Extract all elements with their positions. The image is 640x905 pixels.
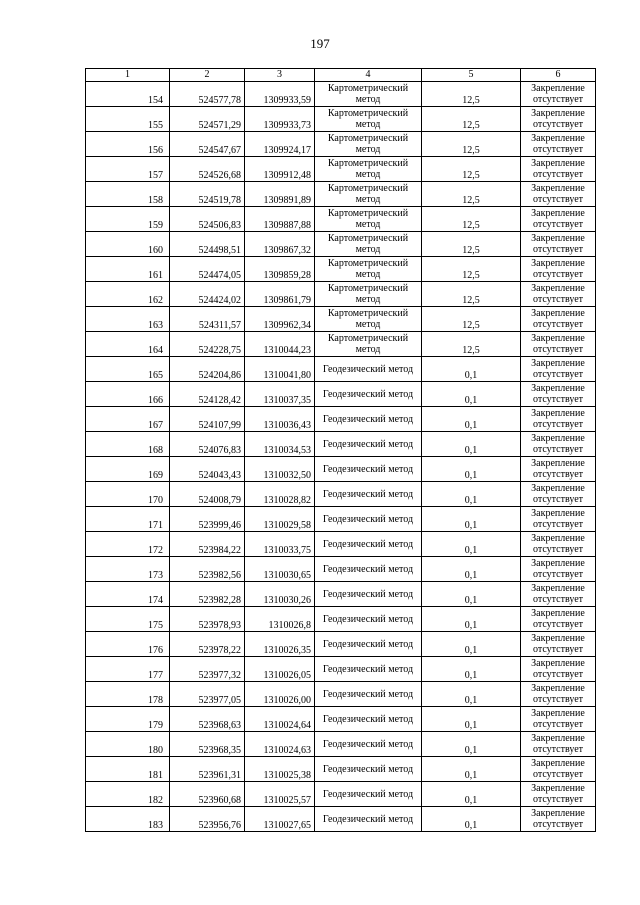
fixation-cell: Закрепление отсутствует <box>521 207 596 232</box>
point-number-cell: 161 <box>86 257 170 282</box>
point-number-cell: 183 <box>86 807 170 832</box>
point-number-cell: 171 <box>86 507 170 532</box>
fixation-cell: Закрепление отсутствует <box>521 157 596 182</box>
method-cell: Картометрический метод <box>315 282 422 307</box>
point-number-cell: 155 <box>86 107 170 132</box>
method-cell: Геодезический метод <box>315 582 422 607</box>
y-coordinate-cell: 1309861,79 <box>245 282 315 307</box>
accuracy-cell: 0,1 <box>422 482 521 507</box>
method-cell: Картометрический метод <box>315 107 422 132</box>
x-coordinate-cell: 524424,02 <box>170 282 245 307</box>
table-row <box>86 332 596 357</box>
x-coordinate-cell: 524311,57 <box>170 307 245 332</box>
accuracy-cell: 12,5 <box>422 232 521 257</box>
y-coordinate-cell: 1310028,82 <box>245 482 315 507</box>
accuracy-cell: 0,1 <box>422 807 521 832</box>
x-coordinate-cell: 524571,29 <box>170 107 245 132</box>
method-cell: Картометрический метод <box>315 257 422 282</box>
table-row <box>86 182 596 207</box>
accuracy-cell: 0,1 <box>422 657 521 682</box>
y-coordinate-cell: 1310033,75 <box>245 532 315 557</box>
method-cell: Геодезический метод <box>315 432 422 457</box>
table-row <box>86 232 596 257</box>
accuracy-cell: 12,5 <box>422 157 521 182</box>
accuracy-cell: 0,1 <box>422 607 521 632</box>
column-header: 5 <box>422 69 521 82</box>
y-coordinate-cell: 1309891,89 <box>245 182 315 207</box>
method-cell: Картометрический метод <box>315 232 422 257</box>
fixation-cell: Закрепление отсутствует <box>521 382 596 407</box>
method-cell: Геодезический метод <box>315 632 422 657</box>
method-cell: Геодезический метод <box>315 357 422 382</box>
y-coordinate-cell: 1310034,53 <box>245 432 315 457</box>
fixation-cell: Закрепление отсутствует <box>521 632 596 657</box>
fixation-cell: Закрепление отсутствует <box>521 282 596 307</box>
table-row <box>86 257 596 282</box>
y-coordinate-cell: 1309867,32 <box>245 232 315 257</box>
method-cell: Геодезический метод <box>315 607 422 632</box>
point-number-cell: 165 <box>86 357 170 382</box>
x-coordinate-cell: 523982,56 <box>170 557 245 582</box>
method-cell: Геодезический метод <box>315 757 422 782</box>
x-coordinate-cell: 524076,83 <box>170 432 245 457</box>
x-coordinate-cell: 523968,35 <box>170 732 245 757</box>
x-coordinate-cell: 524498,51 <box>170 232 245 257</box>
x-coordinate-cell: 523999,46 <box>170 507 245 532</box>
point-number-cell: 179 <box>86 707 170 732</box>
table-row <box>86 532 596 557</box>
fixation-cell: Закрепление отсутствует <box>521 357 596 382</box>
column-header: 6 <box>521 69 596 82</box>
accuracy-cell: 12,5 <box>422 257 521 282</box>
accuracy-cell: 0,1 <box>422 457 521 482</box>
point-number-cell: 170 <box>86 482 170 507</box>
accuracy-cell: 0,1 <box>422 432 521 457</box>
y-coordinate-cell: 1309912,48 <box>245 157 315 182</box>
fixation-cell: Закрепление отсутствует <box>521 807 596 832</box>
point-number-cell: 169 <box>86 457 170 482</box>
table-row <box>86 782 596 807</box>
accuracy-cell: 12,5 <box>422 207 521 232</box>
x-coordinate-cell: 524107,99 <box>170 407 245 432</box>
accuracy-cell: 0,1 <box>422 357 521 382</box>
column-header: 2 <box>170 69 245 82</box>
y-coordinate-cell: 1310026,00 <box>245 682 315 707</box>
fixation-cell: Закрепление отсутствует <box>521 532 596 557</box>
accuracy-cell: 12,5 <box>422 107 521 132</box>
fixation-cell: Закрепление отсутствует <box>521 782 596 807</box>
x-coordinate-cell: 524526,68 <box>170 157 245 182</box>
y-coordinate-cell: 1310029,58 <box>245 507 315 532</box>
table-row <box>86 282 596 307</box>
accuracy-cell: 0,1 <box>422 682 521 707</box>
table-row <box>86 157 596 182</box>
point-number-cell: 164 <box>86 332 170 357</box>
point-number-cell: 158 <box>86 182 170 207</box>
method-cell: Геодезический метод <box>315 532 422 557</box>
y-coordinate-cell: 1309887,88 <box>245 207 315 232</box>
method-cell: Картометрический метод <box>315 207 422 232</box>
point-number-cell: 163 <box>86 307 170 332</box>
table-row <box>86 632 596 657</box>
y-coordinate-cell: 1310025,38 <box>245 757 315 782</box>
table-row <box>86 557 596 582</box>
accuracy-cell: 12,5 <box>422 132 521 157</box>
column-header: 4 <box>315 69 422 82</box>
x-coordinate-cell: 523956,76 <box>170 807 245 832</box>
accuracy-cell: 0,1 <box>422 582 521 607</box>
table-row <box>86 432 596 457</box>
point-number-cell: 167 <box>86 407 170 432</box>
method-cell: Геодезический метод <box>315 657 422 682</box>
fixation-cell: Закрепление отсутствует <box>521 682 596 707</box>
y-coordinate-cell: 1309859,28 <box>245 257 315 282</box>
fixation-cell: Закрепление отсутствует <box>521 757 596 782</box>
x-coordinate-cell: 524228,75 <box>170 332 245 357</box>
x-coordinate-cell: 524008,79 <box>170 482 245 507</box>
y-coordinate-cell: 1310026,05 <box>245 657 315 682</box>
table-row <box>86 707 596 732</box>
table-row <box>86 582 596 607</box>
y-coordinate-cell: 1309924,17 <box>245 132 315 157</box>
x-coordinate-cell: 523978,93 <box>170 607 245 632</box>
fixation-cell: Закрепление отсутствует <box>521 582 596 607</box>
point-number-cell: 162 <box>86 282 170 307</box>
method-cell: Картометрический метод <box>315 157 422 182</box>
x-coordinate-cell: 523977,05 <box>170 682 245 707</box>
point-number-cell: 166 <box>86 382 170 407</box>
coordinates-table <box>85 68 596 832</box>
point-number-cell: 176 <box>86 632 170 657</box>
method-cell: Геодезический метод <box>315 707 422 732</box>
y-coordinate-cell: 1310025,57 <box>245 782 315 807</box>
table-row <box>86 507 596 532</box>
y-coordinate-cell: 1310024,63 <box>245 732 315 757</box>
method-cell: Картометрический метод <box>315 82 422 107</box>
method-cell: Геодезический метод <box>315 732 422 757</box>
x-coordinate-cell: 523982,28 <box>170 582 245 607</box>
point-number-cell: 174 <box>86 582 170 607</box>
table-row <box>86 682 596 707</box>
y-coordinate-cell: 1310030,26 <box>245 582 315 607</box>
point-number-cell: 173 <box>86 557 170 582</box>
point-number-cell: 154 <box>86 82 170 107</box>
point-number-cell: 159 <box>86 207 170 232</box>
fixation-cell: Закрепление отсутствует <box>521 457 596 482</box>
accuracy-cell: 0,1 <box>422 707 521 732</box>
y-coordinate-cell: 1309933,73 <box>245 107 315 132</box>
method-cell: Геодезический метод <box>315 507 422 532</box>
accuracy-cell: 0,1 <box>422 782 521 807</box>
table-row <box>86 457 596 482</box>
method-cell: Картометрический метод <box>315 307 422 332</box>
fixation-cell: Закрепление отсутствует <box>521 482 596 507</box>
x-coordinate-cell: 524506,83 <box>170 207 245 232</box>
x-coordinate-cell: 523978,22 <box>170 632 245 657</box>
fixation-cell: Закрепление отсутствует <box>521 657 596 682</box>
method-cell: Картометрический метод <box>315 332 422 357</box>
point-number-cell: 177 <box>86 657 170 682</box>
page-number: 197 <box>310 36 330 51</box>
fixation-cell: Закрепление отсутствует <box>521 707 596 732</box>
accuracy-cell: 0,1 <box>422 507 521 532</box>
fixation-cell: Закрепление отсутствует <box>521 107 596 132</box>
y-coordinate-cell: 1310036,43 <box>245 407 315 432</box>
y-coordinate-cell: 1309933,59 <box>245 82 315 107</box>
table-row <box>86 357 596 382</box>
fixation-cell: Закрепление отсутствует <box>521 257 596 282</box>
table-row <box>86 407 596 432</box>
point-number-cell: 175 <box>86 607 170 632</box>
y-coordinate-cell: 1310037,35 <box>245 382 315 407</box>
accuracy-cell: 12,5 <box>422 182 521 207</box>
y-coordinate-cell: 1310026,8 <box>245 607 315 632</box>
point-number-cell: 182 <box>86 782 170 807</box>
y-coordinate-cell: 1310032,50 <box>245 457 315 482</box>
accuracy-cell: 12,5 <box>422 307 521 332</box>
column-header: 3 <box>245 69 315 82</box>
y-coordinate-cell: 1310044,23 <box>245 332 315 357</box>
accuracy-cell: 0,1 <box>422 532 521 557</box>
y-coordinate-cell: 1310024,64 <box>245 707 315 732</box>
accuracy-cell: 12,5 <box>422 82 521 107</box>
point-number-cell: 181 <box>86 757 170 782</box>
point-number-cell: 157 <box>86 157 170 182</box>
table-row <box>86 382 596 407</box>
table-row <box>86 732 596 757</box>
y-coordinate-cell: 1310026,35 <box>245 632 315 657</box>
point-number-cell: 160 <box>86 232 170 257</box>
x-coordinate-cell: 524474,05 <box>170 257 245 282</box>
y-coordinate-cell: 1310041,80 <box>245 357 315 382</box>
x-coordinate-cell: 524547,67 <box>170 132 245 157</box>
method-cell: Геодезический метод <box>315 682 422 707</box>
table-header-row <box>86 69 596 82</box>
table-row <box>86 132 596 157</box>
accuracy-cell: 12,5 <box>422 282 521 307</box>
method-cell: Геодезический метод <box>315 807 422 832</box>
method-cell: Геодезический метод <box>315 407 422 432</box>
method-cell: Картометрический метод <box>315 182 422 207</box>
method-cell: Геодезический метод <box>315 557 422 582</box>
x-coordinate-cell: 524128,42 <box>170 382 245 407</box>
column-header: 1 <box>86 69 170 82</box>
table-row <box>86 207 596 232</box>
table-row <box>86 82 596 107</box>
table-row <box>86 607 596 632</box>
y-coordinate-cell: 1310027,65 <box>245 807 315 832</box>
x-coordinate-cell: 523977,32 <box>170 657 245 682</box>
fixation-cell: Закрепление отсутствует <box>521 232 596 257</box>
x-coordinate-cell: 523984,22 <box>170 532 245 557</box>
method-cell: Геодезический метод <box>315 382 422 407</box>
fixation-cell: Закрепление отсутствует <box>521 82 596 107</box>
accuracy-cell: 0,1 <box>422 407 521 432</box>
accuracy-cell: 12,5 <box>422 332 521 357</box>
y-coordinate-cell: 1310030,65 <box>245 557 315 582</box>
accuracy-cell: 0,1 <box>422 382 521 407</box>
accuracy-cell: 0,1 <box>422 632 521 657</box>
fixation-cell: Закрепление отсутствует <box>521 307 596 332</box>
table-row <box>86 757 596 782</box>
x-coordinate-cell: 523961,31 <box>170 757 245 782</box>
y-coordinate-cell: 1309962,34 <box>245 307 315 332</box>
x-coordinate-cell: 523968,63 <box>170 707 245 732</box>
method-cell: Геодезический метод <box>315 782 422 807</box>
method-cell: Геодезический метод <box>315 482 422 507</box>
x-coordinate-cell: 524519,78 <box>170 182 245 207</box>
x-coordinate-cell: 524043,43 <box>170 457 245 482</box>
point-number-cell: 156 <box>86 132 170 157</box>
fixation-cell: Закрепление отсутствует <box>521 732 596 757</box>
fixation-cell: Закрепление отсутствует <box>521 182 596 207</box>
table-row <box>86 107 596 132</box>
table-row <box>86 307 596 332</box>
fixation-cell: Закрепление отсутствует <box>521 132 596 157</box>
fixation-cell: Закрепление отсутствует <box>521 432 596 457</box>
accuracy-cell: 0,1 <box>422 732 521 757</box>
fixation-cell: Закрепление отсутствует <box>521 607 596 632</box>
fixation-cell: Закрепление отсутствует <box>521 507 596 532</box>
accuracy-cell: 0,1 <box>422 757 521 782</box>
table-row <box>86 657 596 682</box>
point-number-cell: 178 <box>86 682 170 707</box>
x-coordinate-cell: 523960,68 <box>170 782 245 807</box>
fixation-cell: Закрепление отсутствует <box>521 557 596 582</box>
point-number-cell: 180 <box>86 732 170 757</box>
method-cell: Геодезический метод <box>315 457 422 482</box>
point-number-cell: 172 <box>86 532 170 557</box>
x-coordinate-cell: 524204,86 <box>170 357 245 382</box>
fixation-cell: Закрепление отсутствует <box>521 332 596 357</box>
point-number-cell: 168 <box>86 432 170 457</box>
x-coordinate-cell: 524577,78 <box>170 82 245 107</box>
table-row <box>86 482 596 507</box>
table-row <box>86 807 596 832</box>
accuracy-cell: 0,1 <box>422 557 521 582</box>
fixation-cell: Закрепление отсутствует <box>521 407 596 432</box>
method-cell: Картометрический метод <box>315 132 422 157</box>
